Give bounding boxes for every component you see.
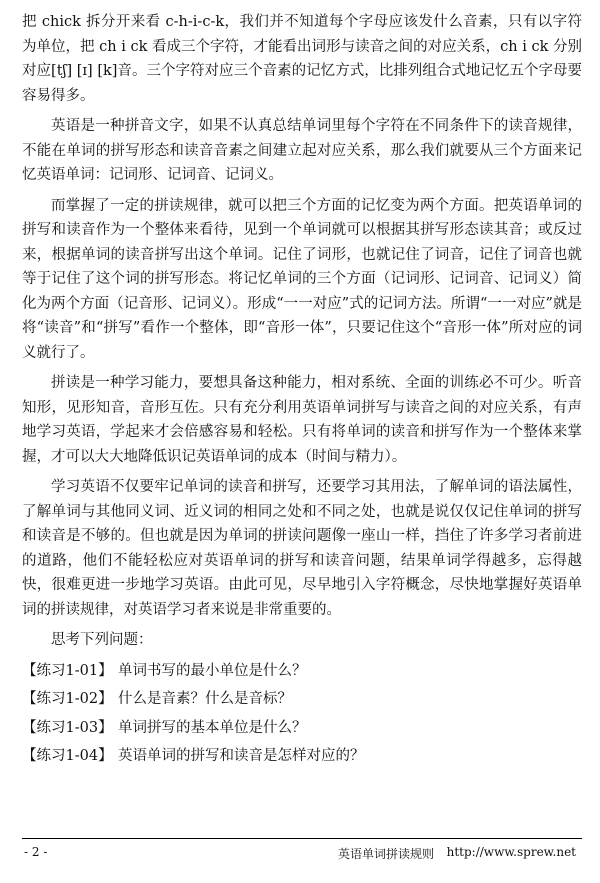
page-body	[22, 10, 582, 773]
footer-url: http://www.sprew.net	[446, 845, 576, 859]
exercise-item	[22, 716, 582, 741]
exercise-item	[22, 744, 582, 769]
paragraph: 英语是一种拼音文字，如果不认真总结单词里每个字符在不同条件下的读音规律，不能在单词的拼写形态和读音音素之间建立起对应关系，那么我们就要从三个方面来记忆英语单词：记词形、记词音、记词义。	[22, 118, 582, 183]
exercise-tag: 【练习1-02】	[22, 691, 113, 707]
exercise-tag: 【练习1-03】	[22, 719, 113, 736]
exercise-tag: 【练习1-04】	[22, 748, 113, 764]
paragraph: 拼读是一种学习能力，要想具备这种能力，相对系统、全面的训练必不可少。听音知形，见形知音，音形互佐。只有充分利用英语单词拼写与读音之间的对应关系，有声地学习英语，学起来才会倍感容易和轻松。只有将单词的读音和拼写作为一个整体来掌握，才可以大大地降低识记英语单词的成本（时间与精力）。	[22, 375, 582, 465]
exercise-question: 单词书写的最小单位是什么？	[118, 662, 307, 679]
footer-book-title: 英语单词拼读规则	[338, 847, 435, 861]
paragraph: 而掌握了一定的拼读规律，就可以把三个方面的记忆变为两个方面。把英语单词的拼写和读音作为一个整体来看待，见到一个单词就可以根据其拼写形态读其音；或反过来，根据单词的读音拼写出这个单词。记住了词形，也就记住了词音，记住了词音也就等于记住了这个词的拼写形态。将记忆单词的三个方面（记词形、记词音、记词义）简化为两个方面（记音形、记词义）。形成“一一对应”式的记词方法。所谓“一一对应”就是将“读音”和“拼写”看作一个整体，即“音形一体”，只要记住这个“音形一体”所对应的词义就行了。	[22, 197, 582, 361]
exercise-question: 单词拼写的基本单位是什么？	[118, 719, 307, 736]
paragraph: 把 chick 拆分开来看 c-h-i-c-k，我们并不知道每个字母应该发什么音素，只有以字符为单位，把 ch i ck 看成三个字符，才能看出词形与读音之间的对应关系，ch i ck 分别对应[tʃ] [ɪ] [k]音。三个字符对应三个音素的记忆方式，比排列组合式地记忆五个字母要容易得多。	[22, 14, 582, 104]
exercise-item	[22, 659, 582, 684]
exercise-question: 英语单词的拼写和读音是怎样对应的？	[118, 748, 365, 764]
exercise-tag: 【练习1-01】	[22, 662, 113, 679]
page-footer	[22, 845, 582, 863]
think-prompt: 思考下列问题：	[51, 632, 153, 648]
footer-divider	[22, 838, 582, 839]
page-number: - 2 -	[24, 845, 48, 859]
exercise-question: 什么是音素？什么是音标？	[118, 691, 292, 707]
paragraph: 学习英语不仅要牢记单词的读音和拼写，还要学习其用法，了解单词的语法属性，了解单词与其他同义词、近义词的相同之处和不同之处，也就是说仅仅记住单词的拼写和读音是不够的。但也就是因为单词的拼读问题像一座山一样，挡住了许多学习者前进的道路，他们不能轻松应对英语单词的拼写和读音问题，结果单词学得越多，忘得越快，很难更进一步地学习英语。由此可见，尽早地引入字符概念，尽快地掌握好英语单词的拼读规律，对英语学习者来说是非常重要的。	[22, 479, 582, 618]
exercise-item	[22, 687, 582, 712]
